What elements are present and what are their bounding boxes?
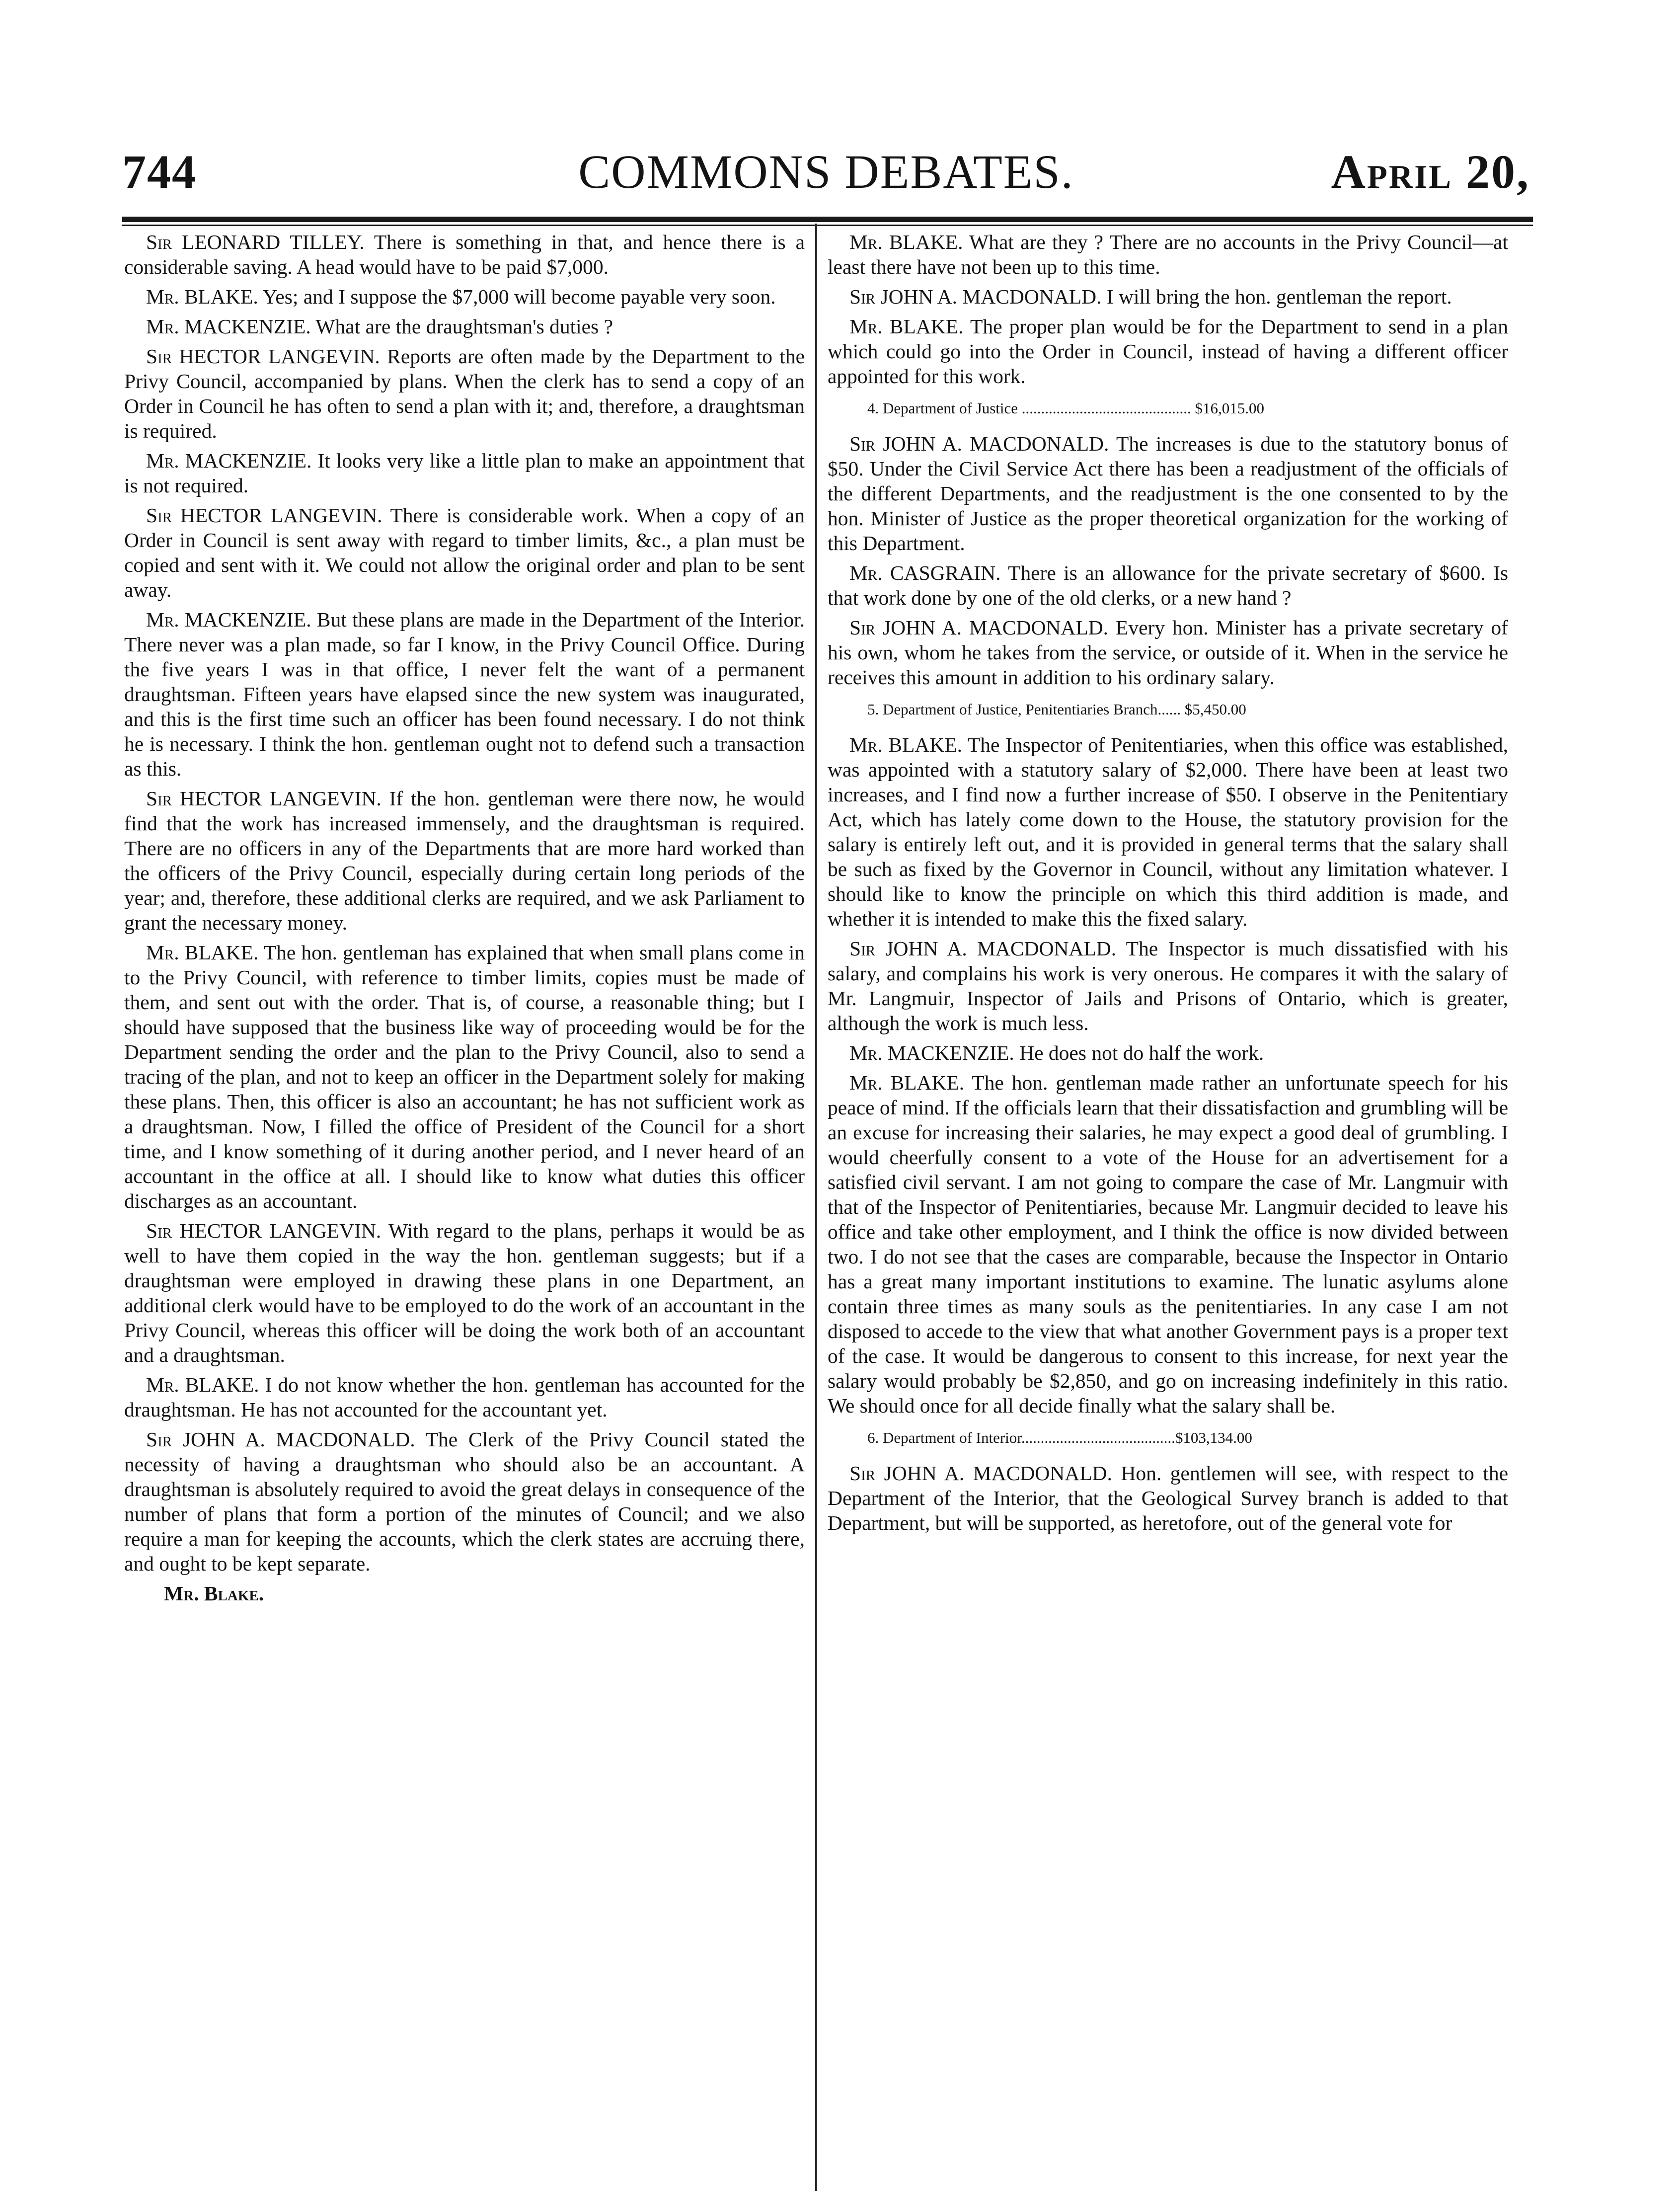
speech-paragraph [828,230,1508,279]
speech-paragraph [828,1461,1508,1535]
speaker-name: Sir JOHN A. MACDONALD. [849,432,1109,455]
speech-paragraph [828,314,1508,389]
speaker-name: Sir LEONARD TILLEY. [146,231,365,253]
speech-paragraph [828,615,1508,690]
speech-paragraph [124,230,805,279]
speaker-name: Sir HECTOR LANGEVIN. [146,1219,382,1242]
speech-paragraph [828,560,1508,610]
speech-text: I do not know whether the hon. gentleman has accounted for the draughtsman. He has not accounted for the accountant yet. [124,1373,805,1421]
speech-text: I will bring the hon. gentleman the report. [1106,285,1452,308]
speaker-name: Mr. BLAKE. [849,231,963,253]
speech-paragraph [124,1218,805,1367]
speaker-name: Sir HECTOR LANGEVIN. [146,504,382,527]
speech-paragraph [828,284,1508,309]
speech-text: With regard to the plans, perhaps it would be as well to have them copied in the way the hon. gentleman suggests; but if a draughtsman were employed in drawing these plans in one Department, an additional clerk would have to be employed to do the work of an accountant in the Privy Council, whereas this officer will be doing the work both of an accountant and a draughtsman. [124,1219,805,1366]
speech-text: Hon. gentlemen will see, with respect to the Department of the Interior, that the Geological Survey branch is added to that Department, but will be supported, as heretofore, out of the general vote for [828,1462,1509,1534]
speech-text: He does not do half the work. [1019,1041,1264,1064]
next-speaker-signature: Mr. Blake. [164,1582,264,1605]
speaker-name: Sir JOHN A. MACDONALD. [849,285,1102,308]
speech-paragraph [828,936,1508,1035]
speech-paragraph [124,448,805,498]
estimate-item: 5. Department of Justice, Penitentiaries Branch...... $5,450.00 [867,701,1246,718]
speaker-name: Mr. MACKENZIE. [849,1041,1014,1064]
speech-text: But these plans are made in the Department of the Interior. There never was a plan made, so far I know, in the Privy Council Office. During the five years I was in that office, I never felt the want of a permanent draughtsman. Fifteen years have elapsed since the new system was inaugurated, and this is the first time such an officer has been found necessary. I do not think he is necessary. I think the hon. gentleman ought not to defend such a transaction as this. [124,608,805,780]
speech-text: The increases is due to the statutory bonus of $50. Under the Civil Service Act there has been a readjustment of the officials of the different Departments, and the readjustment is the one consented to by the hon. Minister of Justice as the proper theoretical organization for the working of this Department. [828,432,1508,554]
speech-paragraph [828,732,1508,931]
left-column [124,230,805,1611]
speech-text: What are the draughtsman's duties ? [315,315,613,338]
speech-text: The Clerk of the Privy Council stated the necessity of having a draughtsman who should also be an accountant. A draughtsman is absolutely required to avoid the great delays in consequence of the number of plans that form a portion of the minutes of Council; and we also require a man for keeping the accounts, which the clerk states are accruing there, and ought to be kept separate. [124,1428,805,1575]
speaker-name: Mr. BLAKE. [146,285,258,308]
speech-paragraph [828,431,1508,555]
header-rule-thin [122,225,1533,226]
speech-paragraph [124,344,805,443]
header-rule-thick [122,217,1533,222]
speech-paragraph [124,314,805,339]
speaker-name: Mr. MACKENZIE. [146,608,311,631]
speech-paragraph [124,607,805,781]
publication-title: COMMONS DEBATES. [578,145,1074,198]
speaker-name: Mr. BLAKE. [849,315,964,338]
speech-text: Yes; and I suppose the $7,000 will become payable very soon. [262,285,776,308]
speech-paragraph [124,1427,805,1576]
speaker-name: Sir JOHN A. MACDONALD. [849,616,1109,639]
speaker-name: Mr. BLAKE. [849,733,962,756]
speech-paragraph [124,786,805,935]
page-date: April 20, [1331,145,1530,198]
speech-paragraph [124,940,805,1213]
estimate-item: 6. Department of Interior........................................$103,134.00 [867,1429,1252,1446]
speech-text: Reports are often made by the Department to the Privy Council, accompanied by plans. When the clerk has to send a copy of an Order in Council he has often to send a plan with it; and, therefore, a draughtsman is required. [124,345,805,442]
speech-paragraph [124,503,805,602]
speech-text: There is an allowance for the private secretary of $600. Is that work done by one of the old clerks, or a new hand ? [828,561,1508,609]
speaker-name: Mr. BLAKE. [849,1071,965,1094]
speech-text: What are they ? There are no accounts in the Privy Council—at least there have not been up to this time. [828,231,1508,278]
column-divider [815,224,817,2191]
speech-text: The proper plan would be for the Department to send in a plan which could go into the Order in Council, instead of having a different officer appointed for this work. [828,315,1508,388]
right-column [828,230,1508,1540]
speaker-name: Sir HECTOR LANGEVIN. [146,345,380,368]
speech-paragraph [124,284,805,309]
speech-text: Every hon. Minister has a private secretary of his own, whom he takes from the service, or outside of it. When in the service he receives this amount in addition to his ordinary salary. [828,616,1508,689]
speech-text: The Inspector of Penitentiaries, when this office was established, was appointed with a statutory salary of $2,000. There have been at least two increases, and I find now a further increase of $50. I observe in the Penitentiary Act, which has lately come down to the House, the statutory provision for the salary is entirely left out, and it is provided in general terms that the salary shall be such as fixed by the Governor in Council, without any limitation whatever. I should like to know the principle on which this third addition is made, and whether it is intended to make this the fixed salary. [828,733,1508,930]
speaker-name: Sir JOHN A. MACDONALD. [849,937,1117,960]
speaker-name: Sir HECTOR LANGEVIN. [146,787,382,810]
speech-text: The hon. gentleman made rather an unfortunate speech for his peace of mind. If the officials learn that their dissatisfaction and grumbling will be an excuse for increasing their salaries, he may expect a good deal of grumbling. I would cheerfully consent to a vote of the House for an advertisement for a satisfied civil servant. I am not going to compare the case of Mr. Langmuir with that of the Inspector of Penitentiaries, because Mr. Langmuir decided to leave his office and take other employment, and I think the office is now divided between two. I do not see that the cases are comparable, because the Inspector in Ontario has a great many important institutions to examine. The lunatic asylums alone contain three times as many souls as the penitentiaries. In any case I am not disposed to accede to the view that what another Government pays is a proper text of the case. It would be dangerous to consent to this increase, for next year the salary would probably be $2,850, and go on increasing indefinitely in this ratio. We should once for all decide finally what the salary shall be. [828,1071,1508,1417]
speech-paragraph [828,1040,1508,1065]
speech-text: There is considerable work. When a copy of an Order in Council is sent away with regard to timber limits, &c., a plan must be copied and sent with it. We could not allow the original order and plan to be sent away. [124,504,805,601]
speech-text: The hon. gentleman has explained that when small plans come in to the Privy Council, with reference to timber limits, copies must be made of them, and sent out with the order. That is, of course, a reasonable thing; but I should have supposed that the business like way of proceeding would be for the Department sending the order and the plan to the Privy Council, also to send a tracing of the plan, and not to keep an officer in the Department solely for making these plans. Then, this officer is also an accountant; he has not sufficient work as a draughtsman. Now, I filled the office of President of the Council for a short time, and I know something of it during another period, and I never heard of an accountant in the office at all. I should like to know what duties this officer discharges as an accountant. [124,941,805,1212]
speaker-name: Sir JOHN A. MACDONALD. [849,1462,1112,1485]
speech-text: If the hon. gentleman were there now, he would find that the work has increased immensely, and the draughtsman is required. There are no officers in any of the Departments that are more hard worked than the officers of the Privy Council, especially during certain long periods of the year; and, therefore, these additional clerks are required, and we ask Parliament to grant the necessary money. [124,787,805,934]
speaker-name: Mr. CASGRAIN. [849,561,1001,584]
speaker-name: Mr. MACKENZIE. [146,449,312,472]
speech-text: The Inspector is much dissatisfied with his salary, and complains his work is very onerous. He compares it with the salary of Mr. Langmuir, Inspector of Jails and Prisons of Ontario, which is greater, although the work is much less. [828,937,1508,1034]
speaker-name: Mr. BLAKE. [146,1373,259,1396]
speech-paragraph [828,1070,1508,1418]
page-header [122,144,1530,214]
speaker-name: Sir JOHN A. MACDONALD. [146,1428,415,1451]
speech-paragraph [124,1372,805,1422]
speech-text: It looks very like a little plan to make an appointment that is not required. [124,449,805,497]
speech-text: There is something in that, and hence there is a considerable saving. A head would have to be paid $7,000. [124,231,805,278]
estimate-item: 4. Department of Justice ............................................ $16,015.00 [867,399,1265,417]
page-number: 744 [122,145,197,198]
speaker-name: Mr. BLAKE. [146,941,259,964]
speaker-name: Mr. MACKENZIE. [146,315,311,338]
